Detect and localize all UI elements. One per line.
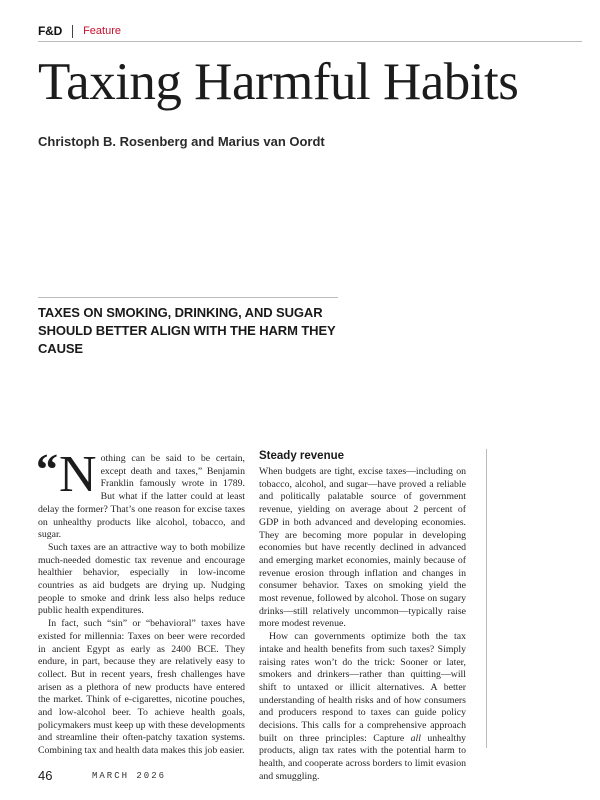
article-title: Taxing Harmful Habits — [38, 53, 519, 111]
body-column-right — [259, 449, 466, 784]
brand-logo: F&D — [38, 24, 63, 38]
body-paragraph — [36, 445, 245, 542]
header-divider — [72, 25, 73, 38]
body-paragraph — [259, 631, 466, 783]
masthead — [38, 22, 121, 40]
drop-cap-quote: “ — [36, 445, 58, 494]
emphasis-text: all — [410, 732, 421, 744]
body-paragraph: In fact, such “sin” or “behavioral” taxes have existed for millennia: Taxes on beer were recorded in ancient Egypt as early as 2400 BCE. They endure, in part, because they are relatively easy to collect. But in recent years, fresh challenges have arisen as a plethora of new products have entered the market. Think of e-cigarettes, nicotine pouches, and low-alcohol beer. To achieve health goals, policymakers must keep up with these developments and streamline their often-patchy taxation systems. Combining tax and health data makes this job easier. — [38, 618, 245, 757]
body-paragraph: When budgets are tight, excise taxes—including on tobacco, alcohol, and sugar—have proved a reliable and politically palatable source of government revenue, yielding on average about 2 percent of GDP in both advanced and developing economies. They are becoming more popular in developing economies but have recently declined in advanced and emerging market economies, mainly because of revenue erosion through inflation and changes in consumer behavior. Taxes on smoking yield the most revenue, followed by alcohol. Those on sugary drinks—still relatively uncommon—typically raise more modest revenue. — [259, 466, 466, 630]
drop-cap-letter: N — [59, 446, 97, 503]
article-deck: TAXES ON SMOKING, DRINKING, AND SUGAR SHOULD BETTER ALIGN WITH THE HARM THEY CAUSE — [38, 305, 336, 356]
column-rule — [486, 449, 487, 748]
body-paragraph: Such taxes are an attractive way to both mobilize much-needed domestic tax revenue and encourage healthier behavior, especially in low-income countries as aid budgets are drying up. Nudging people to smoke and drink less also helps reduce public health expenditures. — [38, 541, 245, 617]
paragraph-text: othing can be said to be certain, except death and taxes,” Benjamin Franklin famously wrote in 1789. But what if the latter could at least delay the former? That’s one reason for excise taxes on unhealthy products like alcohol, tobacco, and sugar. — [38, 453, 245, 541]
section-subhead: Steady revenue — [259, 450, 345, 462]
paragraph-text: unhealthy products, align tax rates with the potential harm to health, and cooperate across borders to limit evasion and smuggling. — [259, 732, 467, 782]
body-column-left — [36, 445, 245, 758]
deck-rule — [38, 297, 338, 298]
header-rule — [38, 41, 582, 42]
page-number: 46 — [38, 768, 53, 783]
section-label: Feature — [83, 25, 121, 37]
article-authors: Christoph B. Rosenberg and Marius van Oordt — [38, 134, 325, 149]
issue-date: MARCH 2026 — [92, 771, 167, 781]
paragraph-text: How can governments optimize both the tax intake and health benefits from such taxes? Simply raising rates won’t do the trick: Sooner or later, smokers and drinkers—rather than quitting—will shift to untaxed or illicit alternatives. A better understanding of health risks and of how consumers and producers respond to taxes can guide policy decisions. This calls for a comprehensive approach built on three principles: Capture — [259, 631, 466, 744]
